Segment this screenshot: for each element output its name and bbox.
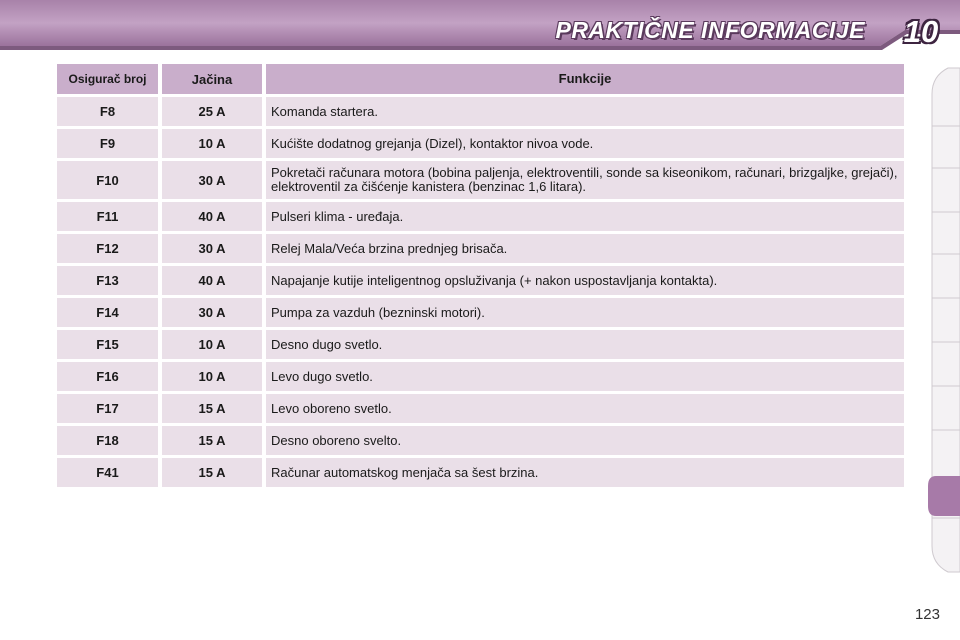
fuse-rating: 15 A	[162, 426, 262, 455]
chapter-number-badge: 10	[903, 14, 939, 49]
fuse-number: F11	[57, 202, 158, 231]
fuse-number: F41	[57, 458, 158, 487]
fuse-number: F16	[57, 362, 158, 391]
fuse-function: Pulseri klima - uređaja.	[266, 202, 904, 231]
column-header-functions: Funkcije	[266, 64, 904, 94]
fuse-rating: 15 A	[162, 394, 262, 423]
table-row	[57, 202, 904, 231]
table-row	[57, 234, 904, 263]
fuse-function: Pumpa za vazduh (bezninski motori).	[266, 298, 904, 327]
fuse-rating: 10 A	[162, 129, 262, 158]
fuse-function: Kućište dodatnog grejanja (Dizel), kontaktor nivoa vode.	[266, 129, 904, 158]
table-row	[57, 266, 904, 295]
fuse-rating: 25 A	[162, 97, 262, 126]
fuse-function: Računar automatskog menjača sa šest brzina.	[266, 458, 904, 487]
fuse-function: Relej Mala/Veća brzina prednjeg brisača.	[266, 234, 904, 263]
fuse-rating: 30 A	[162, 298, 262, 327]
page-number: 123	[914, 606, 940, 623]
fuse-number: F8	[57, 97, 158, 126]
column-header-fuse: Osigurač broj	[57, 64, 158, 94]
fuse-rating: 10 A	[162, 362, 262, 391]
fuse-number: F10	[57, 161, 158, 199]
fuse-number: F14	[57, 298, 158, 327]
table-row	[57, 161, 904, 199]
table-row	[57, 129, 904, 158]
fuse-rating: 15 A	[162, 458, 262, 487]
fuse-rating: 40 A	[162, 202, 262, 231]
fuse-function: Levo dugo svetlo.	[266, 362, 904, 391]
table-row	[57, 330, 904, 359]
table-row	[57, 97, 904, 126]
page-title: PRAKTIČNE INFORMACIJE	[555, 17, 865, 43]
fuse-function: Pokretači računara motora (bobina paljenja, elektroventili, sonde sa kiseonikom, računari, brizgaljke, grejači), elektroventil za čišćenje kanistera (benzinac 1,6 litara).	[266, 161, 904, 199]
table-header-row	[57, 64, 904, 94]
table-row	[57, 426, 904, 455]
table-row	[57, 298, 904, 327]
fuse-number: F12	[57, 234, 158, 263]
table-row	[57, 394, 904, 423]
fuse-function: Desno oboreno svelto.	[266, 426, 904, 455]
fuse-table	[57, 64, 904, 490]
fuse-rating: 10 A	[162, 330, 262, 359]
chapter-side-tabs[interactable]	[928, 64, 960, 576]
fuse-number: F17	[57, 394, 158, 423]
table-row	[57, 362, 904, 391]
table-row	[57, 458, 904, 487]
fuse-function: Levo oboreno svetlo.	[266, 394, 904, 423]
fuse-rating: 40 A	[162, 266, 262, 295]
fuse-function: Napajanje kutije inteligentnog opsluživanja (+ nakon uspostavljanja kontakta).	[266, 266, 904, 295]
column-header-rating: Jačina	[162, 64, 262, 94]
fuse-rating: 30 A	[162, 161, 262, 199]
fuse-function: Desno dugo svetlo.	[266, 330, 904, 359]
fuse-number: F15	[57, 330, 158, 359]
fuse-number: F18	[57, 426, 158, 455]
fuse-number: F9	[57, 129, 158, 158]
fuse-rating: 30 A	[162, 234, 262, 263]
fuse-number: F13	[57, 266, 158, 295]
fuse-function: Komanda startera.	[266, 97, 904, 126]
